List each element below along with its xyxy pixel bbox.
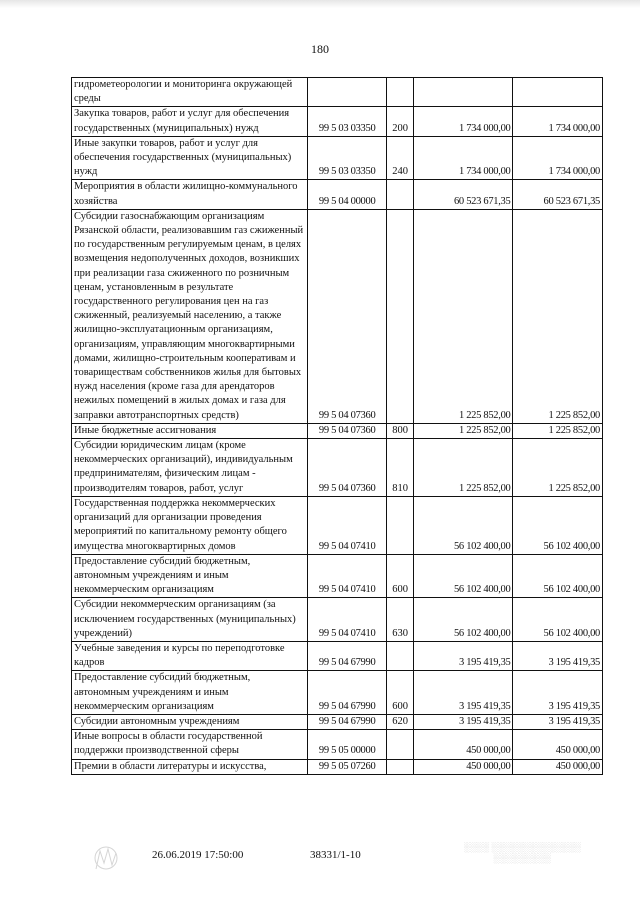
row-target-article: 99 5 05 07260 — [308, 759, 387, 774]
table-row — [72, 714, 603, 729]
row-name: Субсидии газоснабжающим организациям Рязанской области, реализовавшим газ сжиженный по государственным регулируемым ценам, в целях возмещения недополученных доходов, возникших при реализации газа сжиженного по розничным ценам, установленным в результате государственного регулирования цен на газ сжиженный, реализуемый населению, а также жилищно-эксплуатационным организациям, организациям, управляющим многоквартирными домами, жилищно-строительным кооперативам и товариществам собственников жилья для бытовых нужд населения (кроме газа для арендаторов нежилых помещений в жилых домах и газа для заправки автотранспортных средств) — [72, 209, 308, 423]
budget-table-body — [72, 78, 603, 775]
row-expense-type — [387, 759, 413, 774]
row-sum-1: 1 734 000,00 — [413, 107, 513, 136]
row-expense-type — [387, 180, 413, 209]
row-expense-type: 630 — [387, 598, 413, 642]
row-name: Субсидии автономным учреждениям — [72, 714, 308, 729]
row-name: Субсидии юридическим лицам (кроме некоммерческих организаций), индивидуальным предпринимателям, физическим лицам - производителям товаров, работ, услуг — [72, 439, 308, 497]
table-row — [72, 671, 603, 715]
row-expense-type — [387, 78, 413, 107]
table-row — [72, 641, 603, 670]
row-sum-1: 450 000,00 — [413, 759, 513, 774]
row-expense-type: 800 — [387, 423, 413, 438]
row-target-article: 99 5 04 67990 — [308, 641, 387, 670]
row-expense-type: 600 — [387, 671, 413, 715]
row-target-article: 99 5 03 03350 — [308, 107, 387, 136]
table-row — [72, 598, 603, 642]
table-row — [72, 107, 603, 136]
row-sum-2: 3 195 419,35 — [513, 641, 603, 670]
row-sum-2: 450 000,00 — [513, 759, 603, 774]
row-sum-1: 56 102 400,00 — [413, 598, 513, 642]
row-sum-2: 1 225 852,00 — [513, 423, 603, 438]
row-target-article: 99 5 04 07360 — [308, 423, 387, 438]
row-sum-1: 1 225 852,00 — [413, 209, 513, 423]
row-expense-type — [387, 496, 413, 554]
row-name: Предоставление субсидий бюджетным, автономным учреждениям и иным некоммерческим организациям — [72, 554, 308, 598]
row-sum-1: 1 225 852,00 — [413, 439, 513, 497]
row-sum-2: 3 195 419,35 — [513, 714, 603, 729]
budget-table — [71, 77, 603, 775]
row-sum-2: 1 225 852,00 — [513, 209, 603, 423]
row-expense-type — [387, 641, 413, 670]
faded-stamp-line-2: ░░░░░░░░░ — [493, 853, 551, 863]
row-target-article: 99 5 04 67990 — [308, 671, 387, 715]
faded-stamp-icon — [92, 843, 120, 873]
row-name: Мероприятия в области жилищно-коммунального хозяйства — [72, 180, 308, 209]
row-expense-type — [387, 209, 413, 423]
row-target-article: 99 5 05 00000 — [308, 730, 387, 759]
row-name: Премии в области литературы и искусства, — [72, 759, 308, 774]
row-target-article: 99 5 04 07360 — [308, 439, 387, 497]
row-sum-1: 60 523 671,35 — [413, 180, 513, 209]
page-number: 180 — [311, 42, 329, 56]
scan-edge — [0, 0, 640, 8]
row-target-article: 99 5 04 67990 — [308, 714, 387, 729]
table-row — [72, 136, 603, 180]
table-row — [72, 730, 603, 759]
row-name: Иные вопросы в области государственной поддержки производственной сферы — [72, 730, 308, 759]
row-name: Учебные заведения и курсы по переподготовке кадров — [72, 641, 308, 670]
row-sum-2: 1 734 000,00 — [513, 107, 603, 136]
faded-signature-stamp — [452, 842, 592, 864]
row-expense-type: 240 — [387, 136, 413, 180]
table-row — [72, 180, 603, 209]
row-name: Иные бюджетные ассигнования — [72, 423, 308, 438]
row-sum-2: 56 102 400,00 — [513, 496, 603, 554]
row-sum-1: 450 000,00 — [413, 730, 513, 759]
row-sum-2: 56 102 400,00 — [513, 598, 603, 642]
row-sum-1: 3 195 419,35 — [413, 641, 513, 670]
table-row — [72, 439, 603, 497]
row-sum-2 — [513, 78, 603, 107]
table-row — [72, 78, 603, 107]
row-expense-type: 200 — [387, 107, 413, 136]
row-sum-1: 3 195 419,35 — [413, 714, 513, 729]
row-sum-2: 60 523 671,35 — [513, 180, 603, 209]
row-target-article: 99 5 04 07410 — [308, 496, 387, 554]
row-sum-2: 3 195 419,35 — [513, 671, 603, 715]
row-sum-1 — [413, 78, 513, 107]
row-name: Предоставление субсидий бюджетным, автономным учреждениям и иным некоммерческим организациям — [72, 671, 308, 715]
row-sum-2: 56 102 400,00 — [513, 554, 603, 598]
row-sum-1: 56 102 400,00 — [413, 554, 513, 598]
table-row — [72, 209, 603, 423]
row-sum-2: 450 000,00 — [513, 730, 603, 759]
row-target-article — [308, 78, 387, 107]
row-sum-1: 1 225 852,00 — [413, 423, 513, 438]
footer-datetime: 26.06.2019 17:50:00 — [152, 849, 244, 861]
row-expense-type: 810 — [387, 439, 413, 497]
row-sum-1: 56 102 400,00 — [413, 496, 513, 554]
footer-doc-number: 38331/1-10 — [310, 849, 361, 861]
row-name: гидрометеорологии и мониторинга окружающей среды — [72, 78, 308, 107]
row-sum-2: 1 734 000,00 — [513, 136, 603, 180]
row-target-article: 99 5 03 03350 — [308, 136, 387, 180]
row-target-article: 99 5 04 00000 — [308, 180, 387, 209]
row-target-article: 99 5 04 07410 — [308, 598, 387, 642]
faded-stamp-line-1: ░░░░ ░░░░░░░░░░░░░░ — [463, 842, 581, 852]
row-expense-type: 620 — [387, 714, 413, 729]
row-name: Государственная поддержка некоммерческих организаций для организации проведения мероприятий по капитальному ремонту общего имущества многоквартирных домов — [72, 496, 308, 554]
row-expense-type: 600 — [387, 554, 413, 598]
table-row — [72, 423, 603, 438]
row-sum-1: 3 195 419,35 — [413, 671, 513, 715]
table-row — [72, 759, 603, 774]
row-name: Закупка товаров, работ и услуг для обеспечения государственных (муниципальных) нужд — [72, 107, 308, 136]
row-sum-1: 1 734 000,00 — [413, 136, 513, 180]
row-expense-type — [387, 730, 413, 759]
row-target-article: 99 5 04 07410 — [308, 554, 387, 598]
row-name: Субсидии некоммерческим организациям (за исключением государственных (муниципальных) учреждений) — [72, 598, 308, 642]
row-sum-2: 1 225 852,00 — [513, 439, 603, 497]
table-row — [72, 554, 603, 598]
row-target-article: 99 5 04 07360 — [308, 209, 387, 423]
table-row — [72, 496, 603, 554]
row-name: Иные закупки товаров, работ и услуг для обеспечения государственных (муниципальных) нужд — [72, 136, 308, 180]
